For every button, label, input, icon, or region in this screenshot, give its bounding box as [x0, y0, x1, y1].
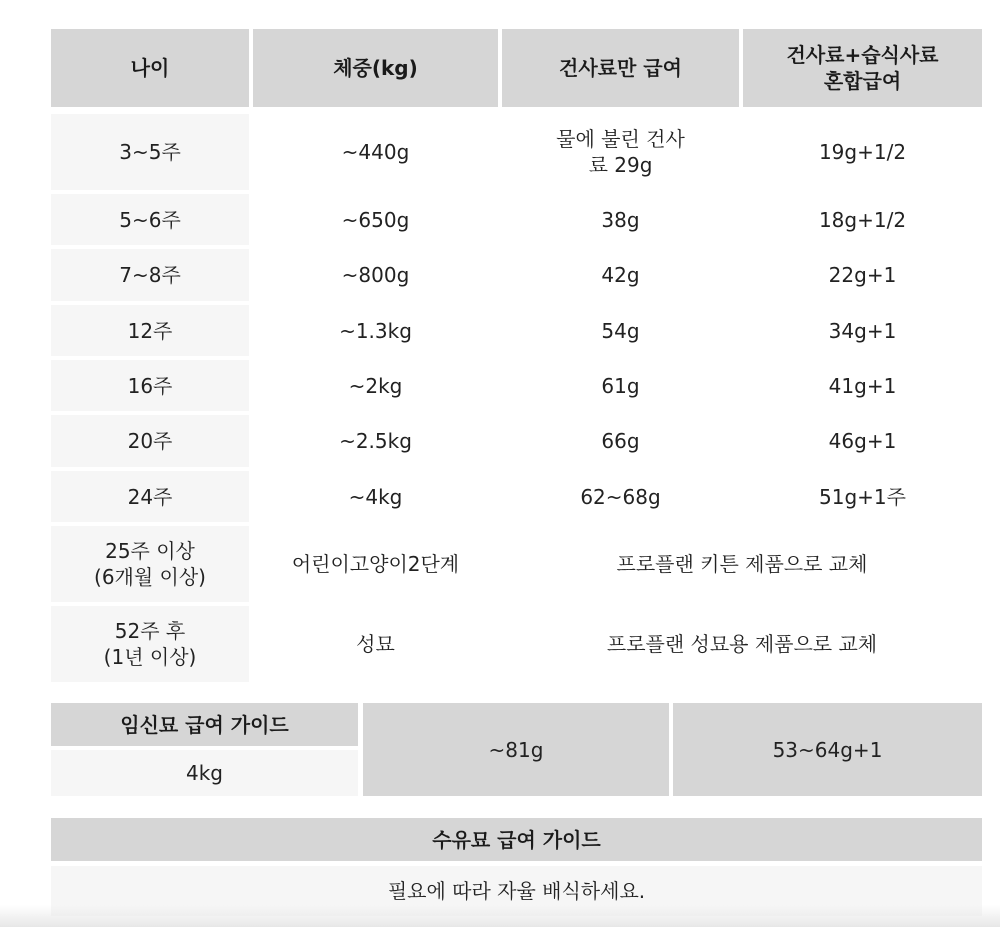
- header-mixed-food: 건사료+습식사료 혼합급여: [743, 29, 982, 107]
- row-age: 12주: [51, 305, 249, 356]
- pregnant-weight: 4kg: [51, 750, 358, 796]
- row-age: 7~8주: [51, 249, 249, 301]
- nursing-guide-title: 수유묘 급여 가이드: [51, 818, 982, 861]
- row-dry: 61g: [502, 360, 739, 411]
- row-dry: 38g: [502, 194, 739, 245]
- row-weight: ~800g: [253, 249, 498, 301]
- row-mixed: 34g+1: [743, 305, 982, 356]
- row-mixed: 46g+1: [743, 415, 982, 467]
- row-replacement-note: 프로플랜 키튼 제품으로 교체: [502, 526, 982, 602]
- row-weight: ~2.5kg: [253, 415, 498, 467]
- header-weight: 체중(kg): [253, 29, 498, 107]
- row-stage: 성묘: [253, 606, 498, 682]
- row-age: 5~6주: [51, 194, 249, 245]
- row-stage: 어린이고양이2단계: [253, 526, 498, 602]
- row-dry: 62~68g: [502, 471, 739, 522]
- pregnant-mixed-amount: 53~64g+1: [673, 703, 982, 796]
- row-weight: ~2kg: [253, 360, 498, 411]
- row-dry: 66g: [502, 415, 739, 467]
- row-replacement-note: 프로플랜 성묘용 제품으로 교체: [502, 606, 982, 682]
- row-age: 3~5주: [51, 114, 249, 190]
- row-weight: ~1.3kg: [253, 305, 498, 356]
- row-age: 25주 이상 (6개월 이상): [51, 526, 249, 602]
- header-dry-food: 건사료만 급여: [502, 29, 739, 107]
- row-age: 20주: [51, 415, 249, 467]
- header-age: 나이: [51, 29, 249, 107]
- row-mixed: 19g+1/2: [743, 114, 982, 190]
- row-age: 16주: [51, 360, 249, 411]
- bottom-fade: [0, 905, 1000, 927]
- row-mixed: 22g+1: [743, 249, 982, 301]
- row-weight: ~440g: [253, 114, 498, 190]
- row-dry: 물에 불린 건사 료 29g: [502, 114, 739, 190]
- row-dry: 42g: [502, 249, 739, 301]
- nursing-guide-note: 필요에 따라 자율 배식하세요.: [51, 866, 982, 916]
- row-mixed: 51g+1주: [743, 471, 982, 522]
- row-mixed: 41g+1: [743, 360, 982, 411]
- row-weight: ~650g: [253, 194, 498, 245]
- row-weight: ~4kg: [253, 471, 498, 522]
- row-mixed: 18g+1/2: [743, 194, 982, 245]
- row-age: 52주 후 (1년 이상): [51, 606, 249, 682]
- pregnant-dry-amount: ~81g: [363, 703, 669, 796]
- row-dry: 54g: [502, 305, 739, 356]
- pregnant-guide-title: 임신묘 급여 가이드: [51, 703, 358, 746]
- row-age: 24주: [51, 471, 249, 522]
